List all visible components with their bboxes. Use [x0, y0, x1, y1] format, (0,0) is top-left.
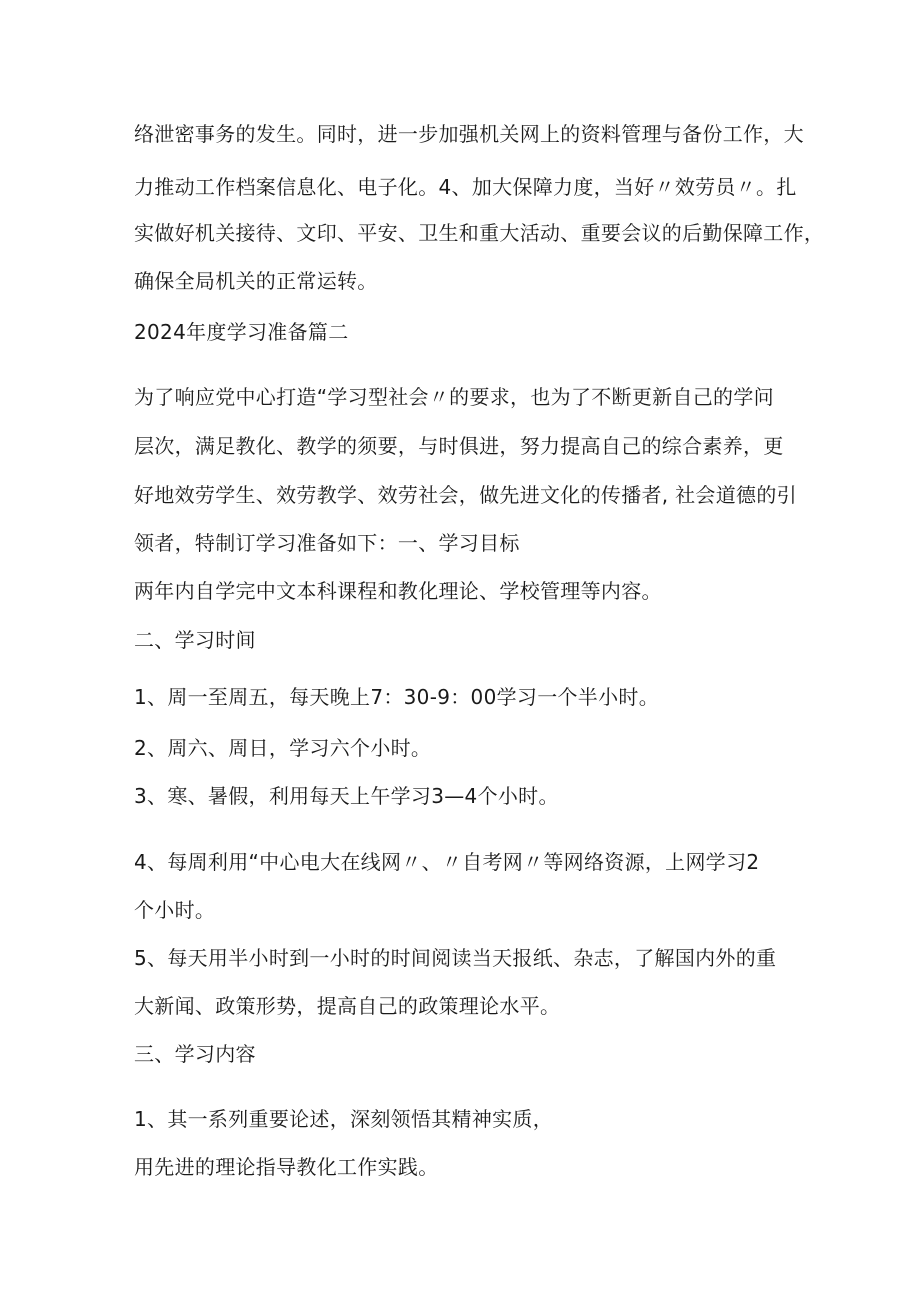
- list-item: 4、每周利用“中心电大在线网〃、〃自考网〃等网络资源，上网学习2: [134, 850, 760, 874]
- paragraph-line: 两年内自学完中文本科课程和教化理论、学校管理等内容。: [134, 579, 662, 603]
- section-heading: 2024年度学习准备篇二: [134, 320, 349, 344]
- section-heading: 三、学习内容: [134, 1042, 256, 1066]
- list-item-continuation: 大新闻、政策形势，提高自己的政策理论水平。: [134, 994, 561, 1018]
- paragraph-line: 力推动工作档案信息化、电子化。4、加大保障力度，当好〃效劳员〃。扎: [134, 175, 797, 199]
- list-item: 1、周一至周五，每天晚上7：30-9：00学习一个半小时。: [134, 685, 659, 709]
- list-item: 2、周六、周日，学习六个小时。: [134, 736, 432, 760]
- paragraph-line: 领者，特制订学习准备如下：一、学习目标: [134, 531, 520, 555]
- list-item-continuation: 用先进的理论指导教化工作实践。: [134, 1155, 439, 1179]
- paragraph-line: 络泄密事务的发生。同时，进一步加强机关网上的资料管理与备份工作，大: [134, 122, 804, 146]
- paragraph-line: 确保全局机关的正常运转。: [134, 269, 378, 293]
- list-item: 3、寒、暑假，利用每天上午学习3—4个小时。: [134, 784, 559, 808]
- list-item-continuation: 个小时。: [134, 898, 216, 922]
- section-heading: 二、学习时间: [134, 628, 256, 652]
- list-item: 1、其一系列重要论述，深刻领悟其精神实质，: [134, 1107, 554, 1131]
- paragraph-line: 好地效劳学生、效劳教学、效劳社会，做先进文化的传播者, 社会道德的引: [134, 483, 797, 507]
- paragraph-line: 层次，满足教化、教学的须要，与时俱进，努力提高自己的综合素养，更: [134, 434, 784, 458]
- paragraph-line: 实做好机关接待、文印、平安、卫生和重大活动、重要会议的后勤保障工作，: [134, 221, 825, 245]
- list-item: 5、每天用半小时到一小时的时间阅读当天报纸、杂志，了解国内外的重: [134, 946, 777, 970]
- paragraph-line: 为了响应党中心打造“学习型社会〃的要求，也为了不断更新自己的学问: [134, 385, 774, 409]
